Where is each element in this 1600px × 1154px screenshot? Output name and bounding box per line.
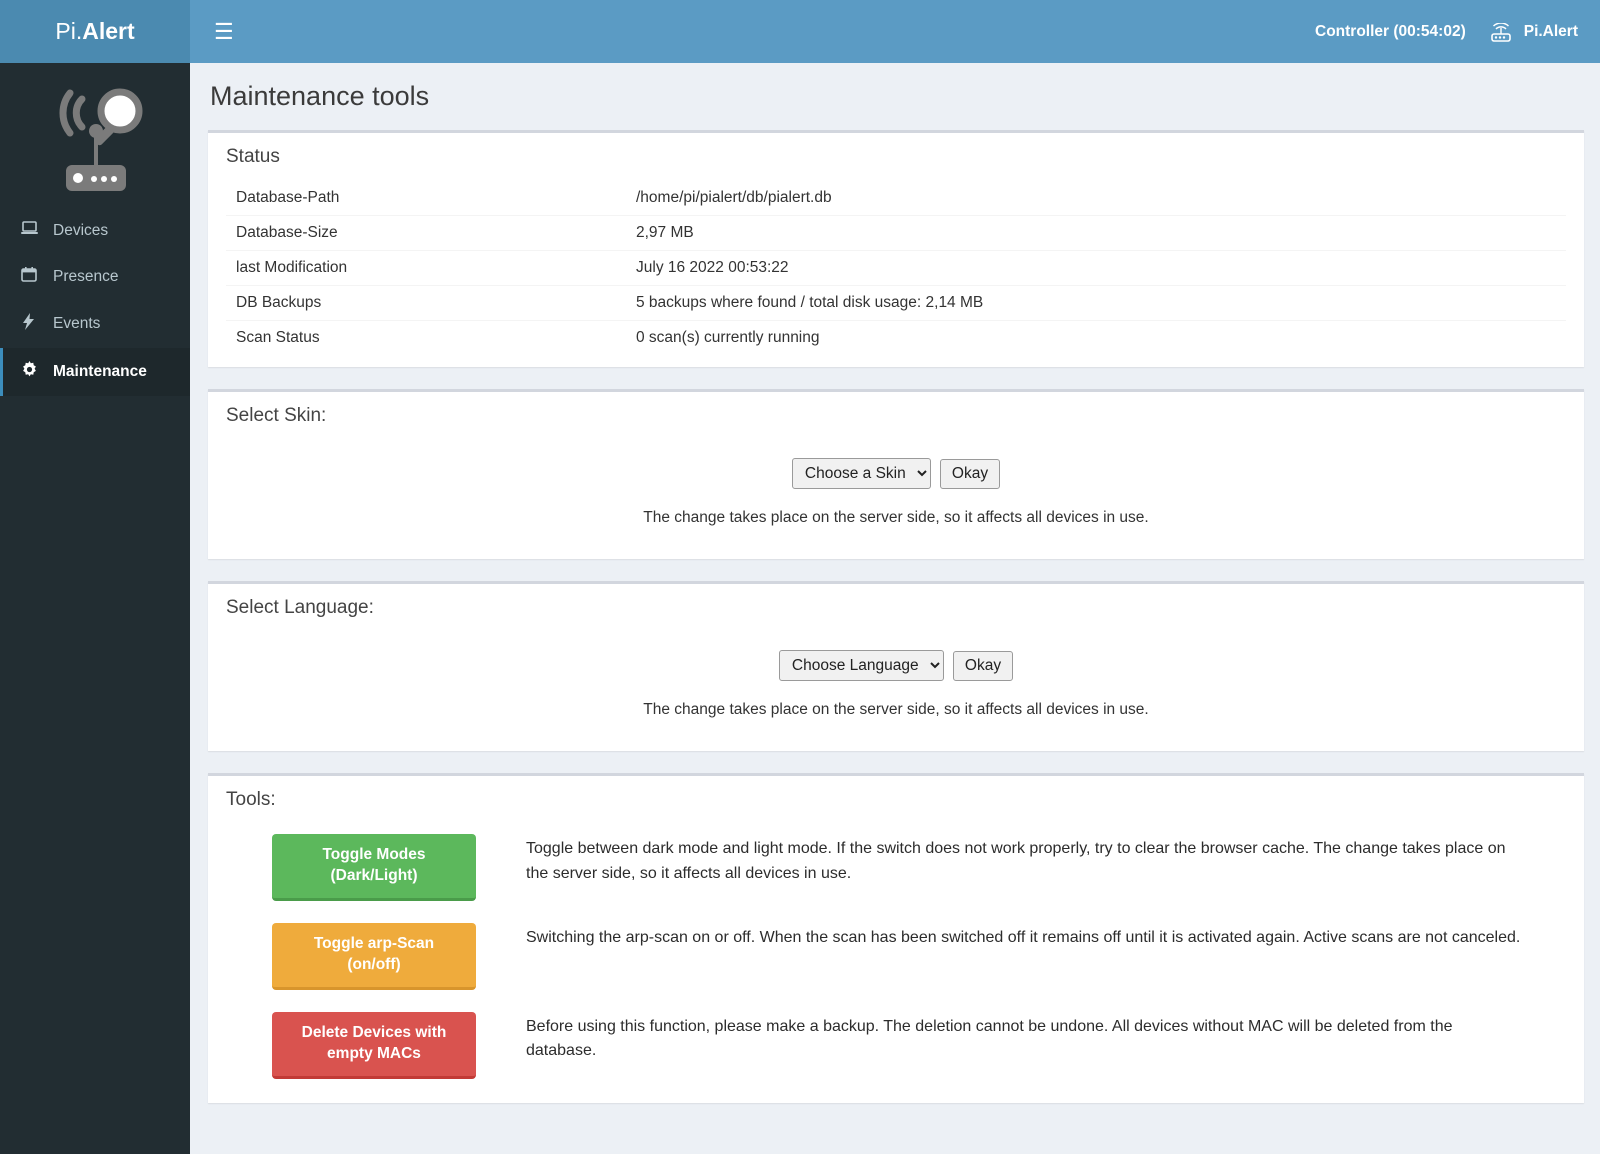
language-select[interactable] xyxy=(779,650,944,681)
controller-status: Controller (00:54:02) xyxy=(1315,22,1466,40)
skin-okay-button[interactable]: Okay xyxy=(940,459,1000,489)
brand-logo[interactable] xyxy=(0,0,190,63)
topbar-right xyxy=(1315,23,1578,41)
status-value: July 16 2022 00:53:22 xyxy=(626,251,1566,286)
skin-note: The change takes place on the server side, so it affects all devices in use. xyxy=(643,509,1149,526)
status-body xyxy=(208,181,1584,367)
user-label: Pi.Alert xyxy=(1523,22,1578,40)
brand-strong: Alert xyxy=(82,18,135,44)
sidebar-nav xyxy=(0,208,190,396)
skin-box xyxy=(208,389,1584,559)
skin-selector-row xyxy=(226,440,1566,497)
status-table xyxy=(226,181,1566,355)
tool-button-label-line1: Toggle Modes xyxy=(322,846,426,863)
user-menu[interactable] xyxy=(1488,23,1578,41)
radar-magnifier-icon xyxy=(0,63,190,208)
toggle-modes-button[interactable] xyxy=(272,834,476,901)
gear-icon xyxy=(19,361,39,383)
language-header: Select Language: xyxy=(226,597,374,618)
topbar xyxy=(190,0,1600,63)
toggle-arp-scan-button[interactable] xyxy=(272,923,476,990)
language-okay-button[interactable]: Okay xyxy=(953,651,1013,681)
status-value: 2,97 MB xyxy=(626,216,1566,251)
sidebar xyxy=(0,0,190,1154)
sidebar-item-presence[interactable] xyxy=(0,253,190,300)
language-box xyxy=(208,581,1584,751)
sidebar-item-maintenance[interactable] xyxy=(0,348,190,396)
delete-devices-empty-macs-button[interactable] xyxy=(272,1012,476,1079)
tool-description: Toggle between dark mode and light mode. If the switch does not work properly, try to clear the browser cache. The change takes place on the server side, so it affects all devices in use. xyxy=(526,840,1506,882)
sidebar-item-devices[interactable] xyxy=(0,208,190,253)
content-area xyxy=(190,63,1600,1154)
sidebar-item-events[interactable] xyxy=(0,300,190,348)
table-row xyxy=(226,181,1566,216)
tools-box xyxy=(208,773,1584,1103)
tool-button-label-line1: Toggle arp-Scan xyxy=(313,934,435,952)
tool-row xyxy=(226,824,1566,913)
main-column xyxy=(190,0,1600,1154)
status-key: DB Backups xyxy=(226,286,626,321)
language-selector-row xyxy=(226,632,1566,689)
brand-prefix: Pi. xyxy=(55,18,83,44)
router-signal-icon xyxy=(1488,23,1514,41)
status-value: 0 scan(s) currently running xyxy=(626,321,1566,356)
table-row xyxy=(226,286,1566,321)
laptop-icon xyxy=(19,221,39,240)
tool-button-label-line2: empty MACs xyxy=(327,1044,421,1062)
calendar-icon xyxy=(19,266,39,287)
tool-row xyxy=(226,1002,1566,1091)
tool-button-cell xyxy=(226,1012,522,1079)
page-title: Maintenance tools xyxy=(210,81,430,111)
sidebar-item-label: Presence xyxy=(53,267,119,285)
tools-body xyxy=(208,824,1584,1103)
tool-button-cell xyxy=(226,834,522,901)
tool-description: Before using this function, please make a backup. The deletion cannot be undone. All devices without MAC will be deleted from the database. xyxy=(526,1017,1453,1060)
table-row xyxy=(226,216,1566,251)
tool-row xyxy=(226,913,1566,1002)
skin-body xyxy=(208,440,1584,559)
status-key: Database-Path xyxy=(236,189,340,206)
tool-button-label-line2: (on/off) xyxy=(347,955,401,973)
sidebar-item-label: Devices xyxy=(53,221,109,239)
status-value: /home/pi/pialert/db/pialert.db xyxy=(636,189,832,206)
bolt-icon xyxy=(19,313,39,335)
tool-description: Switching the arp-scan on or off. When the scan has been switched off it remains off until it is activated again. Active scans are not canceled. xyxy=(526,928,1521,946)
table-row xyxy=(226,251,1566,286)
status-key: Scan Status xyxy=(226,321,626,356)
tool-button-label-line1: Delete Devices with xyxy=(301,1023,447,1041)
table-row xyxy=(226,321,1566,356)
status-header: Status xyxy=(226,146,280,167)
status-value: 5 backups where found / total disk usage: 2,14 MB xyxy=(626,286,1566,321)
language-note: The change takes place on the server side, so it affects all devices in use. xyxy=(643,701,1149,718)
tool-button-cell xyxy=(226,923,522,990)
tool-button-label-line2: (Dark/Light) xyxy=(330,866,418,884)
skin-header: Select Skin: xyxy=(226,405,327,426)
status-key: last Modification xyxy=(226,251,626,286)
skin-select[interactable] xyxy=(792,458,931,489)
sidebar-item-label: Events xyxy=(53,315,101,332)
sidebar-item-label: Maintenance xyxy=(53,363,147,380)
status-box xyxy=(208,130,1584,367)
hamburger-menu-icon[interactable]: ☰ xyxy=(214,18,234,44)
language-body xyxy=(208,632,1584,751)
tools-header: Tools: xyxy=(226,789,276,810)
status-key: Database-Size xyxy=(226,216,626,251)
